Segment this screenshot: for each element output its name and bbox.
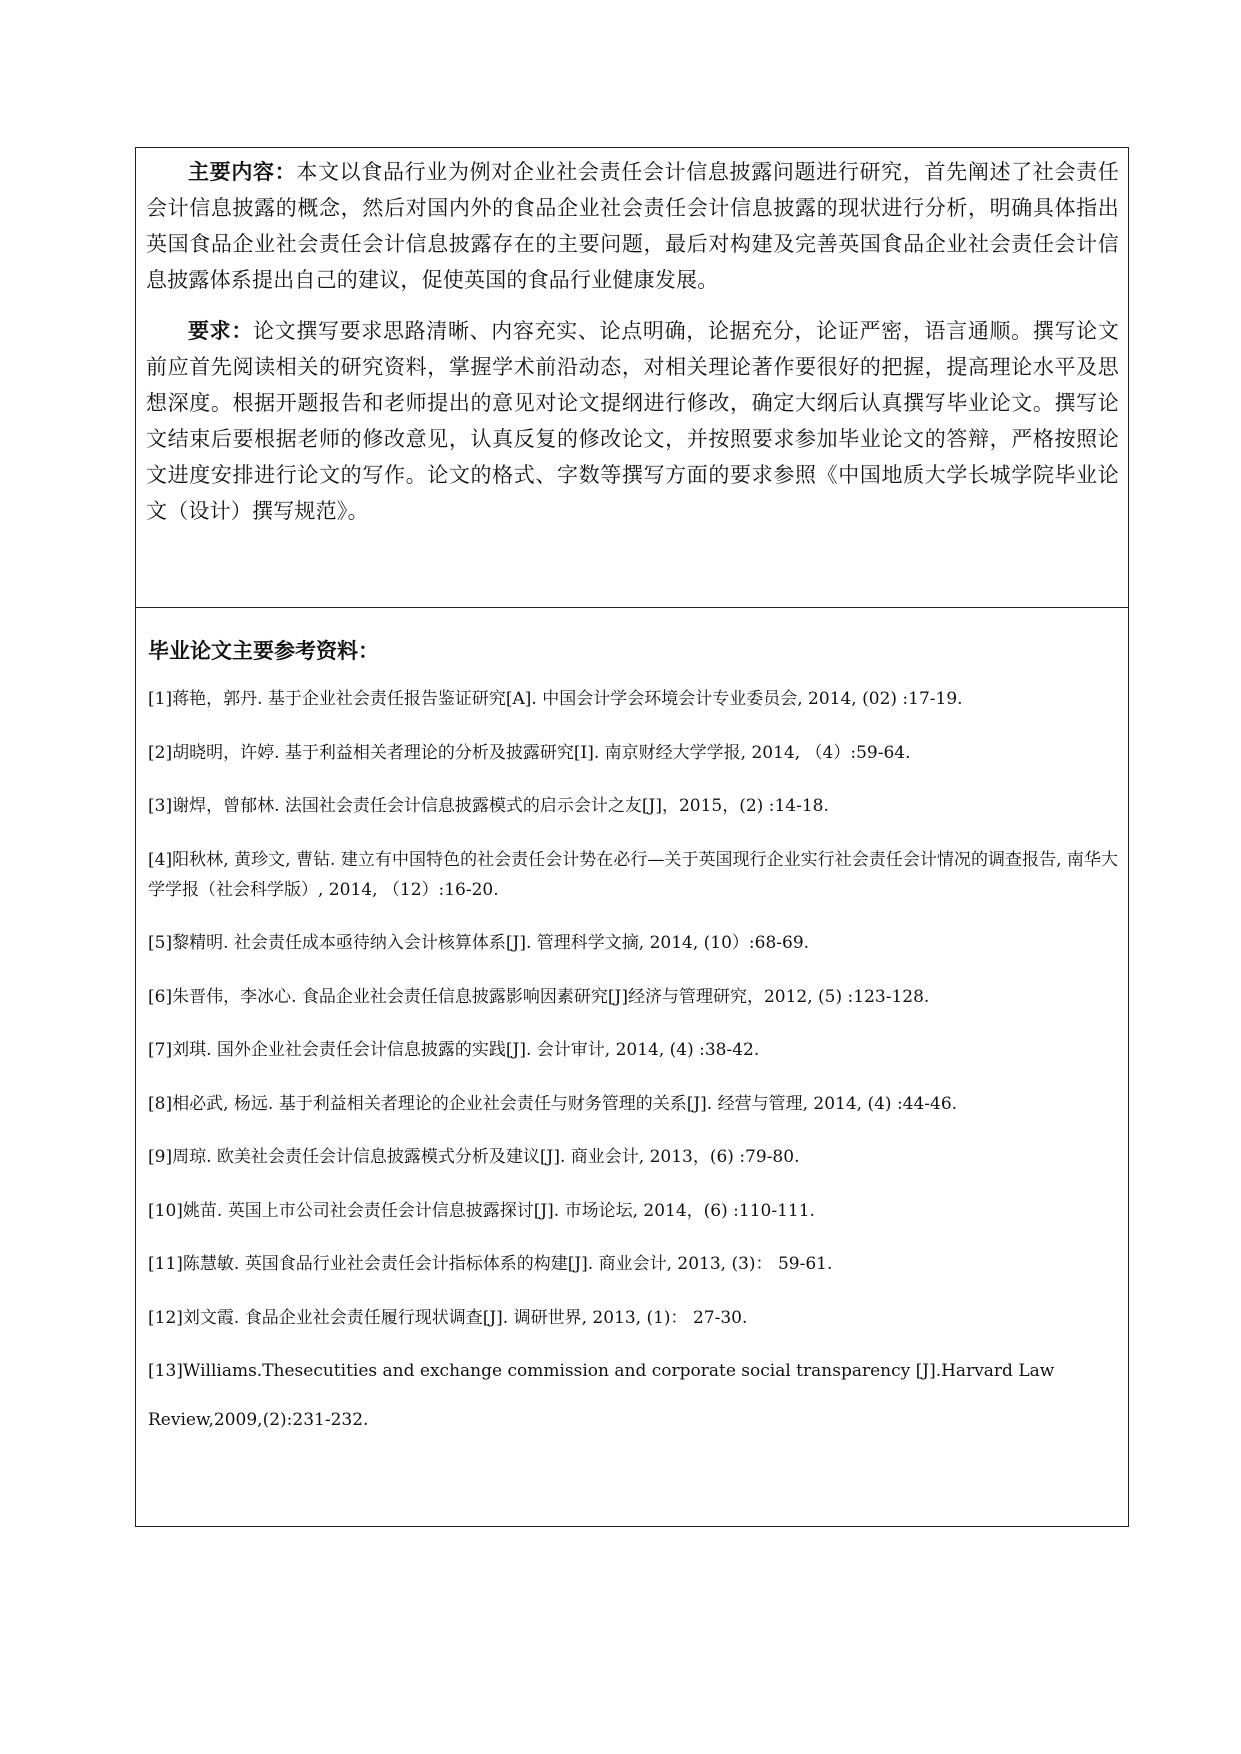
requirements-paragraph <box>146 313 1119 529</box>
reference-item: [1]蒋艳，郭丹. 基于企业社会责任报告鉴证研究[A]. 中国会计学会环境会计专业委员会, 2014, (02) :17-19. <box>148 689 963 709</box>
references-list <box>148 684 1118 1459</box>
reference-item: [7]刘琪. 国外企业社会责任会计信息披露的实践[J]. 会计审计, 2014, (4) :38-42. <box>148 1040 760 1060</box>
reference-item: [2]胡晓明，许婷. 基于利益相关者理论的分析及披露研究[I]. 南京财经大学学报, 2014, （4）:59-64. <box>148 742 911 763</box>
reference-item: [9]周琼. 欧美社会责任会计信息披露模式分析及建议[J]. 商业会计, 2013，(6) :79-80. <box>148 1147 800 1167</box>
requirements-text: 论文撰写要求思路清晰、内容充实、论点明确，论据充分，论证严密，语言通顺。撰写论文前应首先阅读相关的研究资料，掌握学术前沿动态，对相关理论著作要很好的把握，提高理论水平及思想深度。根据开题报告和老师提出的意见对论文提纲进行修改，确定大纲后认真撰写毕业论文。撰写论文结束后要根据老师的修改意见，认真反复的修改论文，并按照要求参加毕业论文的答辩，严格按照论文进度安排进行论文的写作。论文的格式、字数等撰写方面的要求参照《中国地质大学长城学院毕业论文（设计）撰写规范》。 <box>146 319 1120 523</box>
reference-item: [4]阳秋林, 黄珍文, 曹钻. 建立有中国特色的社会责任会计势在必行—关于英国现行企业实行社会责任会计情况的调查报告, 南华大学学报（社会科学版）, 2014, （12）:16-20. <box>148 849 1118 900</box>
reference-item-13-line1: [13]Williams.Thesecutities and exchange commission and corporate social transparency [J].Harvard Law <box>148 1361 1055 1381</box>
main-content-label: 主要内容： <box>188 159 297 184</box>
reference-item: [8]相必武, 杨远. 基于利益相关者理论的企业社会责任与财务管理的关系[J]. 经营与管理, 2014, (4) :44-46. <box>148 1093 958 1114</box>
references-section <box>136 608 1128 1526</box>
reference-item: [5]黎精明. 社会责任成本亟待纳入会计核算体系[J]. 管理科学文摘, 2014, (10）:68-69. <box>148 933 810 953</box>
references-heading: 毕业论文主要参考资料： <box>148 638 379 663</box>
reference-item-13 <box>148 1356 1118 1435</box>
requirements-label: 要求： <box>188 318 253 343</box>
main-content-paragraph <box>146 154 1119 298</box>
form-table <box>135 147 1129 1527</box>
reference-item: [10]姚苗. 英国上市公司社会责任会计信息披露探讨[J]. 市场论坛, 2014，(6) :110-111. <box>148 1200 815 1221</box>
reference-item: [11]陈慧敏. 英国食品行业社会责任会计指标体系的构建[J]. 商业会计, 2013, (3)： 59-61. <box>148 1254 833 1274</box>
main-content-text: 本文以食品行业为例对企业社会责任会计信息披露问题进行研究，首先阐述了社会责任会计信息披露的概念，然后对国内外的食品企业社会责任会计信息披露的现状进行分析，明确具体指出英国食品企业社会责任会计信息披露存在的主要问题，最后对构建及完善英国食品企业社会责任会计信息披露体系提出自己的建议，促使英国的食品行业健康发展。 <box>146 160 1119 292</box>
reference-item-13-line2: Review,2009,(2):231-232. <box>148 1410 369 1430</box>
reference-item: [3]谢焊，曾郁林. 法国社会责任会计信息披露模式的启示会计之友[J]，2015，(2) :14-18. <box>148 796 829 816</box>
reference-item: [12]刘文霞. 食品企业社会责任履行现状调查[J]. 调研世界, 2013, (1)： 27-30. <box>148 1307 748 1328</box>
reference-item: [6]朱晋伟，李冰心. 食品企业社会责任信息披露影响因素研究[J]经济与管理研究，2012, (5) :123-128. <box>148 986 930 1007</box>
content-requirements-section <box>136 148 1128 608</box>
